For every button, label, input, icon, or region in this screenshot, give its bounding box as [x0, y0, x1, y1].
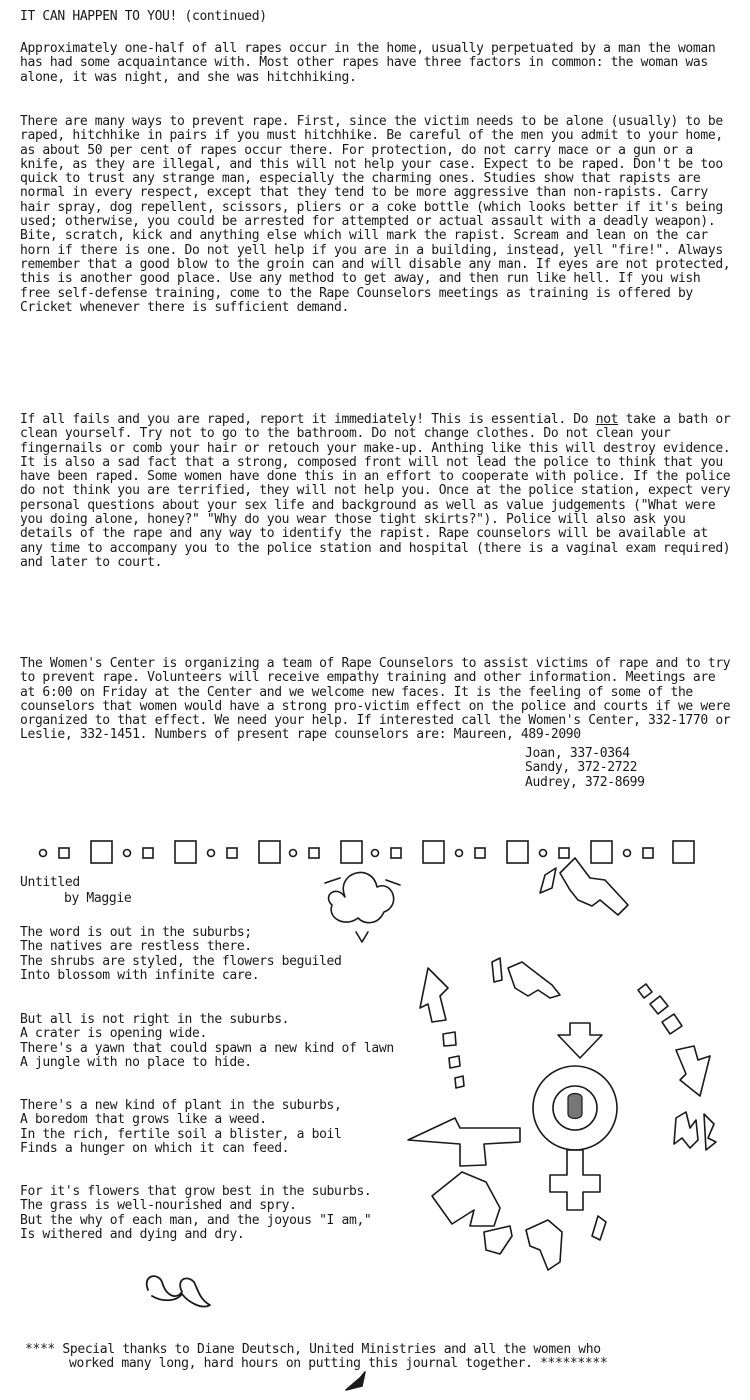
footer-line-2: worked many long, hard hours on putting this journal together. ********* [69, 1356, 608, 1372]
poem-stanza-1 [20, 926, 460, 983]
poem-line: Into blossom with infinite care. [20, 967, 260, 983]
poem-line: Finds a hunger on which it can feed. [20, 1140, 290, 1156]
poem-line: The grass is well-nourished and spry. [20, 1198, 297, 1214]
swirl-icon [147, 1276, 210, 1306]
poem-stanza-2 [20, 1013, 460, 1070]
counselor-contact-list [525, 747, 725, 790]
poem-line: A boredom that grows like a weed. [20, 1112, 267, 1128]
poem-title: Untitled [20, 875, 80, 890]
contact-sandy: Sandy, 372-2722 [525, 760, 638, 776]
poem-line: But all is not right in the suburbs. [20, 1012, 290, 1027]
hand-fragment-icon [674, 1112, 716, 1150]
arrowhead-mark-icon [346, 1372, 365, 1390]
poem-line: The natives are restless there. [20, 939, 252, 955]
underlined-not: not [595, 412, 619, 427]
poem-stanza-4 [20, 1185, 460, 1242]
circle-square-divider [35, 838, 695, 866]
arrow-down-icon [558, 1023, 602, 1058]
contact-audrey: Audrey, 372-8699 [525, 774, 645, 790]
footer-thanks [25, 1343, 725, 1372]
poem-stanza-3 [20, 1099, 460, 1156]
poem-line: A crater is opening wide. [20, 1026, 207, 1042]
poem-line: A jungle with no place to hide. [20, 1054, 252, 1070]
poem-line: The shrubs are styled, the flowers beguiled [20, 953, 342, 969]
poem-line: For it's flowers that grow best in the suburbs. [20, 1184, 372, 1199]
diamond-trail-icon [638, 984, 682, 1034]
pointing-hand-icon [540, 858, 628, 915]
arrow-right-icon [676, 1046, 710, 1096]
hand-arrow-icon [492, 958, 560, 998]
paragraph-3-rest: take a bath or clean yourself. Try not to go to the bathroom. Do not change clothes. Do not clean your fingernails or comb your hair or retouch your make-up. Anthing like this will destroy evidence. It is also a sad fact that a strong, composed front will not lead the police to think that you have been raped. Some women have done this in an effort to cooperate with police. If the police do not think you are terrified, they will not help you. Once at the police station, expect very personal questions about your sex life and background as well as value judgements ("What were you doing alone, honey?" "Why do you wear those tight skirts?"). Police will also ask you details of the rape and any way to identify the rapist. Rape counselors will be available at any time to accompany you to the police station and hospital (there is a vaginal exam required) and later to court. [20, 412, 731, 570]
article-paragraph-3 [20, 413, 735, 570]
article-paragraph-1: Approximately one-half of all rapes occur in the home, usually perpetuated by a man the woman has had some acquaintance with. Most other rapes have three factors in common: the woman was alone, it was night, and she was hitchhiking. [20, 41, 716, 85]
poem-line: Is withered and dying and dry. [20, 1226, 245, 1242]
article-paragraph-2: There are many ways to prevent rape. First, since the victim needs to be alone (usually) to be raped, hitchhike in pairs if you must hitchhike. Be careful of the men you admit to your home, as about 50 per cent of rapes occur there. For protection, do not carry mace or a gun or a knife, as they are illegal, and this will not help your case. Expect to be raped. Don't be too quick to trust any strange man, especially the charming ones. Studies show that rapists are normal in every respect, except that they tend to be more aggressive than non-rapists. Carry hair spray, dog repellent, scissors, pliers or a coke bottle (which looks better if it's being used; otherwise, you could be arrested for attempted or actual assault with a deadly weapon). Bite, scratch, kick and anything else which will mark the rapist. Scream and lean on the car horn if there is one. Do not yell help if you are in a building, instead, yell "fire!". Always remember that a good blow to the groin can and will disable any man. If eyes are not protected, this is another good place. Use any method to get away, and then run like hell. If you wish free self-defense training, come to the Rape Counselors meetings as training is offered by Cricket whenever there is sufficient demand. [20, 114, 731, 315]
poem-line: In the rich, fertile soil a blister, a boil [20, 1126, 342, 1142]
contact-joan: Joan, 337-0364 [525, 746, 630, 761]
poem-author: by Maggie [64, 891, 132, 906]
poem-line: There's a yawn that could spawn a new kind of lawn [20, 1040, 394, 1056]
paragraph-3-start: If all fails and you are raped, report it immediately! This is essential. Do [20, 412, 596, 427]
poem-line: The word is out in the suburbs; [20, 925, 252, 940]
poem-line: There's a new kind of plant in the suburbs, [20, 1098, 342, 1113]
women-symbol-icon [533, 1066, 617, 1210]
footer-line-1: **** Special thanks to Diane Deutsch, United Ministries and all the women who [25, 1342, 601, 1357]
article-paragraph-4: The Women's Center is organizing a team of Rape Counselors to assist victims of rape and to try to prevent rape. Volunteers will receive empathy training and other information. Meetings are at 6:00 on Friday at the Center and we welcome new faces. It is the feeling of some of the counselors that women would have a strong pro-victim effect on the police and courts if we were organized to that effect. We need your help. If interested call the Women's Center, 332-1770 or Leslie, 332-1451. Numbers of present rape counselors are: Maureen, 489-2090 [20, 656, 731, 743]
hand-bottom-icon [484, 1216, 606, 1270]
article-heading: IT CAN HAPPEN TO YOU! (continued) [20, 9, 267, 24]
poem-line: But the why of each man, and the joyous "I am," [20, 1212, 372, 1228]
